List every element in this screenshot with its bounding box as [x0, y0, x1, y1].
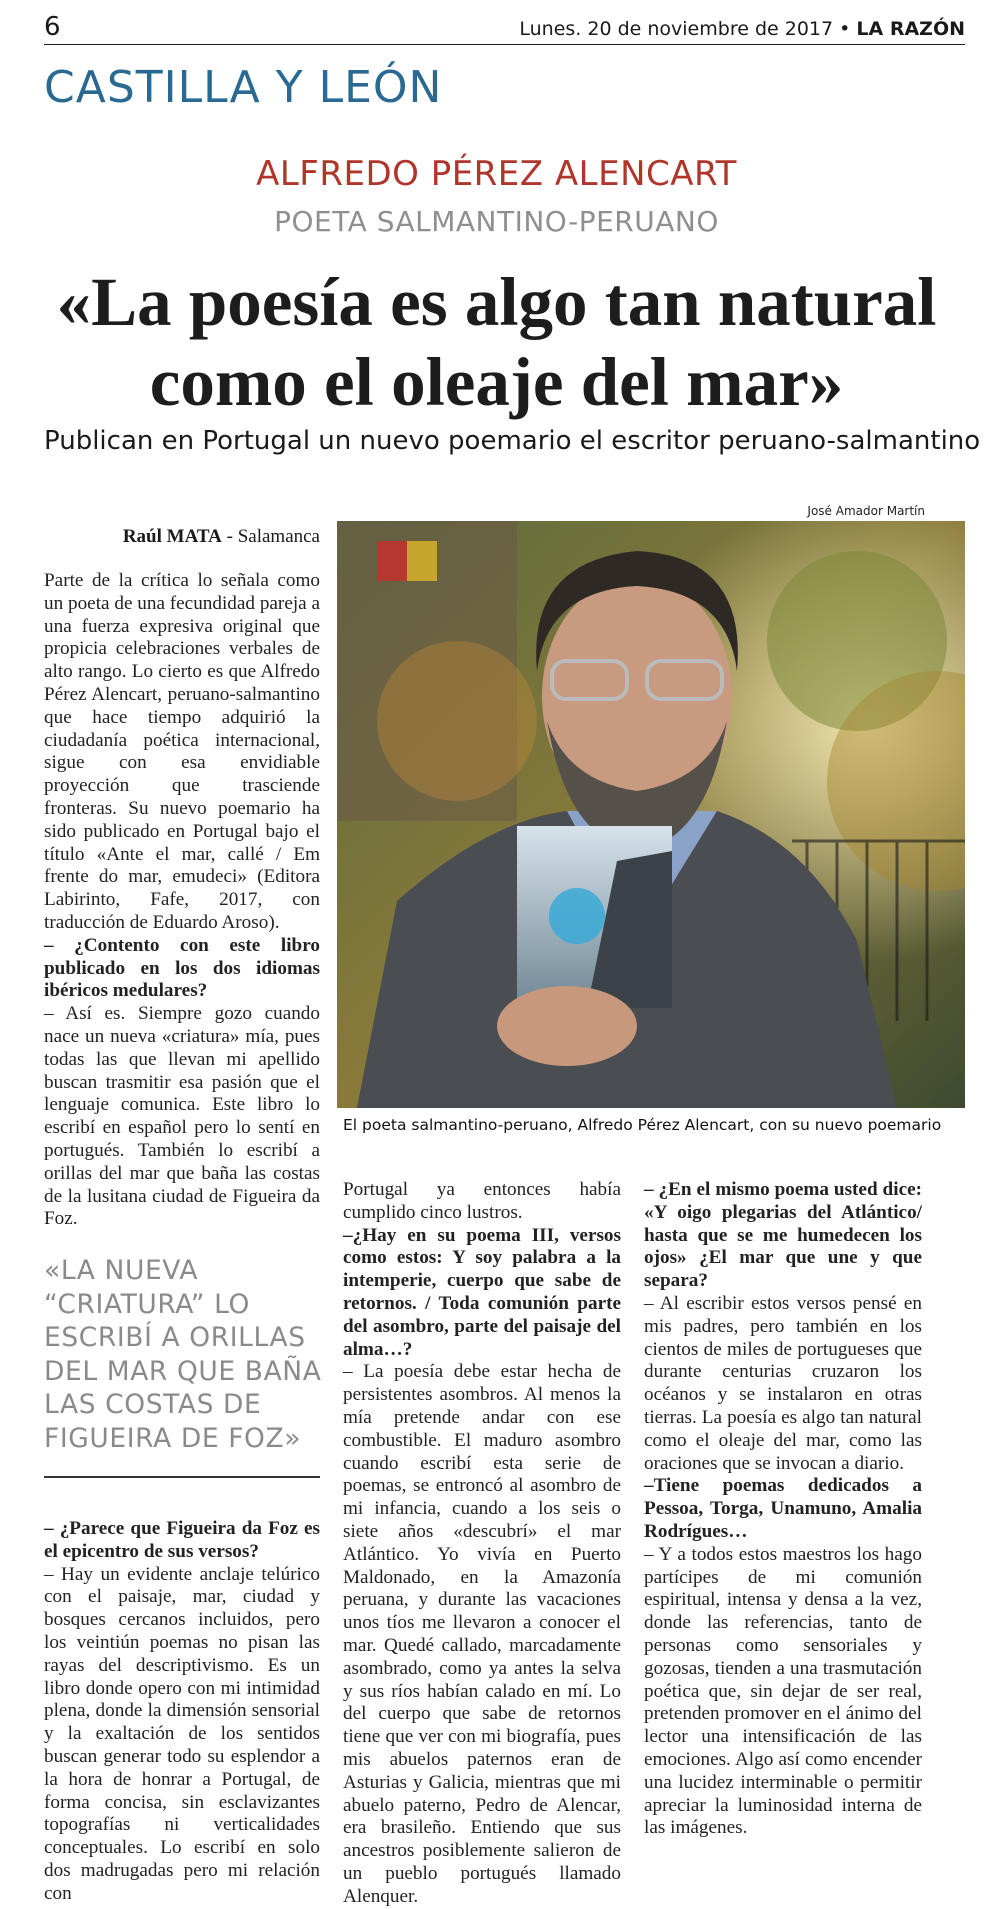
byline-place: - Salamanca: [221, 526, 320, 547]
headline-line-2: como el oleaje del mar»: [149, 344, 844, 420]
article-photo: [337, 521, 965, 1108]
question: – ¿Parece que Figueira da Foz es el epicentro de sus versos?: [44, 1518, 320, 1562]
answer: – Y a todos estos maestros los hago partícipes de mi comunión espiritual, intensa y densa a la vez, donde las referencias, tanto de personas como sensoriales y gozosas, tienden a una trasmutación poética que, sin dejar de ser real, pretenden promover en el ánimo del lector una intensificación de las emociones. Algo así como encender una lucidez interminable o permitir apreciar la luminosidad interna de las imágenes.: [644, 1543, 922, 1839]
pull-quote-rule: [44, 1476, 320, 1478]
header-rule: [44, 44, 965, 45]
article-column-1-bottom: [44, 1518, 320, 1906]
section-title: CASTILLA Y LEÓN: [44, 62, 443, 113]
question: – ¿En el mismo poema usted dice: «Y oigo plegarias del Atlántico/ hasta que se me humedecen los ojos» ¿El mar que une y que separa?: [644, 1179, 922, 1292]
photo-caption: El poeta salmantino-peruano, Alfredo Pérez Alencart, con su nuevo poemario: [343, 1116, 942, 1134]
headline-line-1: «La poesía es algo tan natural: [56, 264, 937, 340]
answer: – Al escribir estos versos pensé en mis padres, pero también en los cientos de miles de portugueses que durante centurias cruzaron los océanos y se instalaron en otras tierras. La poesía es algo tan natural como el oleaje del mar, como las oraciones que se invocan a diario.: [644, 1292, 922, 1474]
answer: – Hay un evidente anclaje telúrico con el paisaje, mar, ciudad y bosques cercanos incluidos, pero los veintiún poemas no pisan las rayas del descriptivismo. Es un libro donde opero con mi intimidad plena, donde la dimensión sensorial y la exaltación de los sentidos buscan generar todo su esplendor a la hora de honrar a Portugal, de forma concisa, sin esclavizantes topografías ni verticalidades conceptuales. Lo escribí en solo dos madrugadas pero mi relación con: [44, 1563, 320, 1904]
page-number: 6: [44, 12, 61, 42]
issue-date: Lunes. 20 de noviembre de 2017: [519, 18, 834, 40]
article-column-2: [343, 1179, 621, 1909]
article-column-3: [644, 1179, 922, 1840]
answer: – La poesía debe estar hecha de persistentes asombros. Al menos la mía pretende andar con ese combustible. El maduro asombro cuando escribí esta serie de poemas, se entroncó al asombro de mi infancia, cuando a los seis o siete años «descubrí» el mar Atlántico. Yo vivía en Puerto Maldonado, en la Amazonía peruana, y durante las vacaciones unos tíos me llevaron a conocer el mar. Quedé callado, marcadamente asombrado, como ya antes la selva y sus ríos habían calado en mí. Lo del cuerpo que sabe de retornos tiene que ver con mi biografía, pues mis abuelos paternos eran de Asturias y Galicia, mientras que mi abuelo paterno, Pedro de Alencar, era brasileño. Entiendo que sus ancestros posiblemente salieron de un pueblo portugués llamado Alenquer.: [343, 1361, 621, 1907]
question: –¿Hay en su poema III, versos como estos: Y soy palabra a la intemperie, cuerpo que sabe de retornos. / Toda comunión parte del asombro, parte del paisaje del alma…?: [343, 1224, 621, 1360]
header-meta: [519, 18, 965, 40]
byline: [44, 526, 320, 548]
article-column-1: [44, 570, 320, 1231]
headline: [40, 262, 953, 422]
pull-quote: «LA NUEVA “CRIATURA” LO ESCRIBÍ A ORILLAS DEL MAR QUE BAÑA LAS COSTAS DE FIGUEIRA DE FOZ»: [44, 1255, 322, 1454]
photo-credit: José Amador Martín: [807, 504, 925, 518]
header-separator: •: [839, 18, 851, 40]
newspaper-brand: LA RAZÓN: [856, 18, 965, 40]
question: – ¿Contento con este libro publicado en los dos idiomas ibéricos medulares?: [44, 934, 320, 1002]
subtitle: Publican en Portugal un nuevo poemario el escritor peruano-salmantino: [44, 426, 981, 456]
kicker-name: ALFREDO PÉREZ ALENCART: [256, 154, 737, 194]
question: –Tiene poemas dedicados a Pessoa, Torga, Unamuno, Amalia Rodrígues…: [644, 1475, 922, 1542]
answer: – Así es. Siempre gozo cuando nace un nueva «criatura» mía, pues todas las que llevan mi apellido buscan trasmitir esa pasión que el lenguaje comunica. Este libro lo escribí en español pero lo sentí en portugués. También lo escribí a orillas del mar que baña las costas de la lusitana ciudad de Figueira da Foz.: [44, 1003, 320, 1230]
lead-paragraph: Parte de la crítica lo señala como un poeta de una fecundidad pareja a una fuerza expresiva original que propicia celebraciones verbales de alto rango. Lo cierto es que Alfredo Pérez Alencart, peruano-salmantino que hace tiempo adquirió la ciudadanía poética internacional, sigue con esa envidiable proyección que trasciende fronteras. Su nuevo poemario ha sido publicado en Portugal bajo el título «Ante el mar, callé / Em frente do mar, emudeci» (Editora Labirinto, Fafe, 2017, con traducción de Eduardo Aroso).: [44, 570, 320, 933]
kicker-role: POETA SALMANTINO-PERUANO: [274, 205, 719, 238]
byline-author: Raúl MATA: [122, 526, 222, 547]
answer-continued: Portugal ya entonces había cumplido cinco lustros.: [343, 1179, 621, 1223]
